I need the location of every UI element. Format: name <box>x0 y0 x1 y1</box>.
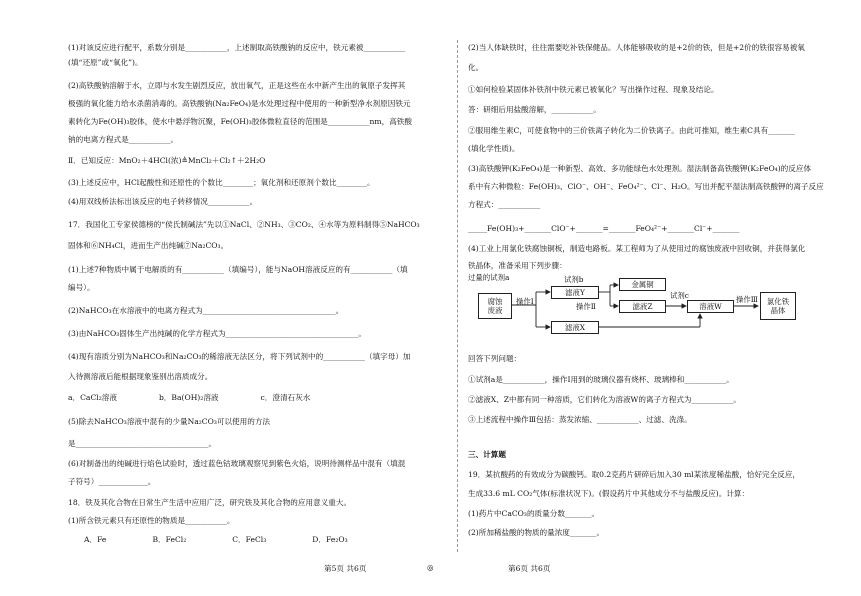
q17-stem-cont: 固体和⑥NH₄Cl，进而生产出纯碱⑦Na₂CO₃。 <box>68 241 229 250</box>
q18-part3: (3)高铁酸钾(K₂FeO₄)是一种新型、高效、多功能绿色水处理剂。湿法制备高铁酸钾(K₂FeO₄)的反应体 <box>468 164 812 173</box>
q18-part4-cont: 铁晶体，准备采用下列步骤： <box>468 261 567 270</box>
q18-part2-sub2-cont: (填化学性质)。 <box>468 144 520 153</box>
q18-part2-sub2: ②服用维生素C，可使食物中的三价铁离子转化为二价铁离子。由此可推知，维生素C具有_______ <box>468 126 795 135</box>
box-waste-liquid: 腐蚀 废液 <box>478 293 512 319</box>
box-solution-w: 溶液W <box>687 300 734 313</box>
page-number-right: 第6页 共6页 <box>508 564 551 573</box>
q17-part4: (4)现有溶质分别为NaHCO₃和Na₂CO₃的稀溶液无法区分，将下列试剂中的___________（填字母）加 <box>68 352 411 361</box>
q18-part4: (4)工业上用氯化铁腐蚀铜板，制造电路板。某工程师为了从使用过的腐蚀废液中回收铜，并获得氯化 <box>468 244 806 253</box>
reaction-equation: Ⅱ．已知反应：MnO₂＋4HCl(浓)≜MnCl₂＋Cl₂↑＋2H₂O <box>68 156 266 165</box>
label-reagent-a: 过量的试剂a <box>468 273 510 282</box>
q18-stem: 18．铁及其化合物在日常生产生活中应用广泛，研究铁及其化合物的应用意义重大。 <box>68 498 352 507</box>
option-A: A．Fe <box>84 535 107 544</box>
q16-part4: (4)用双线桥法标出该反应的电子转移情况___________。 <box>68 197 258 206</box>
q19-stem: 19．某抗酸药的有效成分为碳酸钙。取0.2克药片研碎后加入30 ml某浓度稀盐酸，恰好完全反应， <box>468 470 801 479</box>
q16-part1-cont: (填“还原”或“氧化”)。 <box>68 58 143 67</box>
label-op3: 操作Ⅲ <box>736 295 758 304</box>
box-filtrate-z: 滤液Z <box>619 300 666 313</box>
label-op1: 操作Ⅰ <box>516 297 534 306</box>
box-metal-copper: 金属铜 <box>619 278 666 291</box>
q16-part2-cont2: 素转化为Fe(OH)₃胶体，使水中悬浮物沉聚，Fe(OH)₃胶体微粒直径的范围是___________nm，高铁酸 <box>68 117 412 126</box>
answer-prompt: 回答下列问题： <box>468 354 522 363</box>
label-reagent-c: 试剂c <box>670 291 689 300</box>
q17-options <box>68 392 448 404</box>
q18-part2-cont: 化。 <box>468 63 484 72</box>
q19-part1: (1)药片中CaCO₃的质量分数_______。 <box>468 509 600 518</box>
q18-options <box>84 534 448 546</box>
q17-part5: (5)除去NaHCO₃溶液中混有的少量Na₂CO₃可以使用的方法 <box>68 417 271 426</box>
option-c: c．澄清石灰水 <box>260 393 311 402</box>
q18-sub-2: ②滤液X、Z中都有同一种溶质，它们转化为溶液W的离子方程式为___________。 <box>468 395 741 404</box>
q18-part3-cont1: 系中有六种微粒：Fe(OH)₃、ClO⁻、OH⁻、FeO₄²⁻、Cl⁻、H₂O。写出并配平湿法制高铁酸钾的离子反应 <box>468 182 824 191</box>
page-divider <box>457 40 458 552</box>
q19-part2: (2)所加稀盐酸的物质的量浓度_______。 <box>468 528 605 537</box>
process-flowchart <box>468 275 798 385</box>
option-b: b．Ba(OH)₂溶液 <box>158 393 219 402</box>
q16-part3: (3)上述反应中，HCl起酸性和还原性的个数比________；氧化剂和还原剂个数比________。 <box>68 178 375 187</box>
box-filtrate-y: 滤液Y <box>551 286 599 299</box>
q19-stem-cont: 生成33.6 mL CO₂气体(标准状况下)。(假设药片中其他成分不与盐酸反应)。计算： <box>468 489 750 498</box>
q17-part6-cont: 子符号）_____________。 <box>68 477 156 486</box>
q17-part2: (2)NaHCO₃在水溶液中的电离方程式为___________________________________。 <box>68 306 344 315</box>
q17-part3: (3)由NaHCO₃固体生产出纯碱的化学方程式为___________________________________。 <box>68 329 367 338</box>
q16-part1: (1)对该反应进行配平，系数分别是___________，上述制取高铁酸钠的反应中，铁元素被___________ <box>68 43 406 52</box>
q18-part2: (2)当人体缺铁时，往往需要吃补铁保健品。人体能够吸收的是+2价的铁，但是+2价的铁很容易被氧 <box>468 43 805 52</box>
label-reagent-b: 试剂b <box>564 275 584 284</box>
q18-part1: (1)所含铁元素只有还原性的物质是___________。 <box>68 516 235 525</box>
q17-part1: (1)上述7种物质中属于电解质的有___________（填编号），能与NaOH溶液反应的有___________（填 <box>68 265 408 274</box>
option-B: B．FeCl₂ <box>152 535 187 544</box>
section-heading: 三、计算题 <box>468 450 506 459</box>
box-product-fecl3: 氯化铁 晶体 <box>760 292 796 320</box>
q18-answer-line: 答：研细后用盐酸溶解，___________。 <box>468 105 601 114</box>
q16-part2-cont3: 钠的电离方程式是___________。 <box>68 135 179 144</box>
q18-part3-cont2: 方程式：___________ <box>468 200 541 209</box>
q18-part2-sub1: ①如何检验某固体补铁剂中铁元素已被氧化？写出操作过程、现象及结论。 <box>468 85 719 94</box>
q17-part1-cont: 编号）。 <box>68 283 95 292</box>
option-D: D．Fe₂O₃ <box>312 535 348 544</box>
q18-sub-1: ①试剂a是___________，操作Ⅰ用到的玻璃仪器有烧杯、玻璃棒和___________。 <box>468 375 734 384</box>
flowchart-arrows <box>468 275 798 385</box>
ionic-equation: _____Fe(OH)₃+_______ClO⁻+_______=_______FeO₄²⁻+_______Cl⁻+_______ <box>468 224 740 233</box>
footer-symbol: ◎ <box>427 563 434 572</box>
box-filtrate-x: 滤液X <box>551 321 599 334</box>
q17-part4-cont: 入待测溶液后能根据现象鉴别出溶质成分。 <box>68 372 213 381</box>
option-a: a．CaCl₂溶液 <box>68 393 117 402</box>
q17-stem: 17．我国化工专家侯德榜的“侯氏制碱法”先以①NaCl、②NH₃、③CO₂、④水等为原料制得⑤NaHCO₃ <box>68 220 420 229</box>
page-number-left: 第5页 共6页 <box>324 564 367 573</box>
label-op2: 操作Ⅱ <box>576 302 596 311</box>
q18-sub-3: ③上述流程中操作Ⅲ包括：蒸发浓缩、___________、过滤、洗涤。 <box>468 415 692 424</box>
q16-part2-cont1: 极强的氧化能力给水杀菌消毒的。高铁酸钠(Na₂FeO₄)是水处理过程中使用的一种新型净水剂原因铁元 <box>68 99 411 108</box>
q17-part6: (6)对制备出的纯碱进行焰色试验时，透过蓝色钴玻璃观察见到紫色火焰，说明待测样品中混有（填混 <box>68 459 406 468</box>
option-C: C．FeCl₃ <box>232 535 267 544</box>
q16-part2: (2)高铁酸钠溶解于水，立即与水发生剧烈反应，放出氧气，正是这些在水中新产生出的氧原子发挥其 <box>68 81 406 90</box>
q17-part5-cont: 是___________________________________。 <box>68 439 217 448</box>
